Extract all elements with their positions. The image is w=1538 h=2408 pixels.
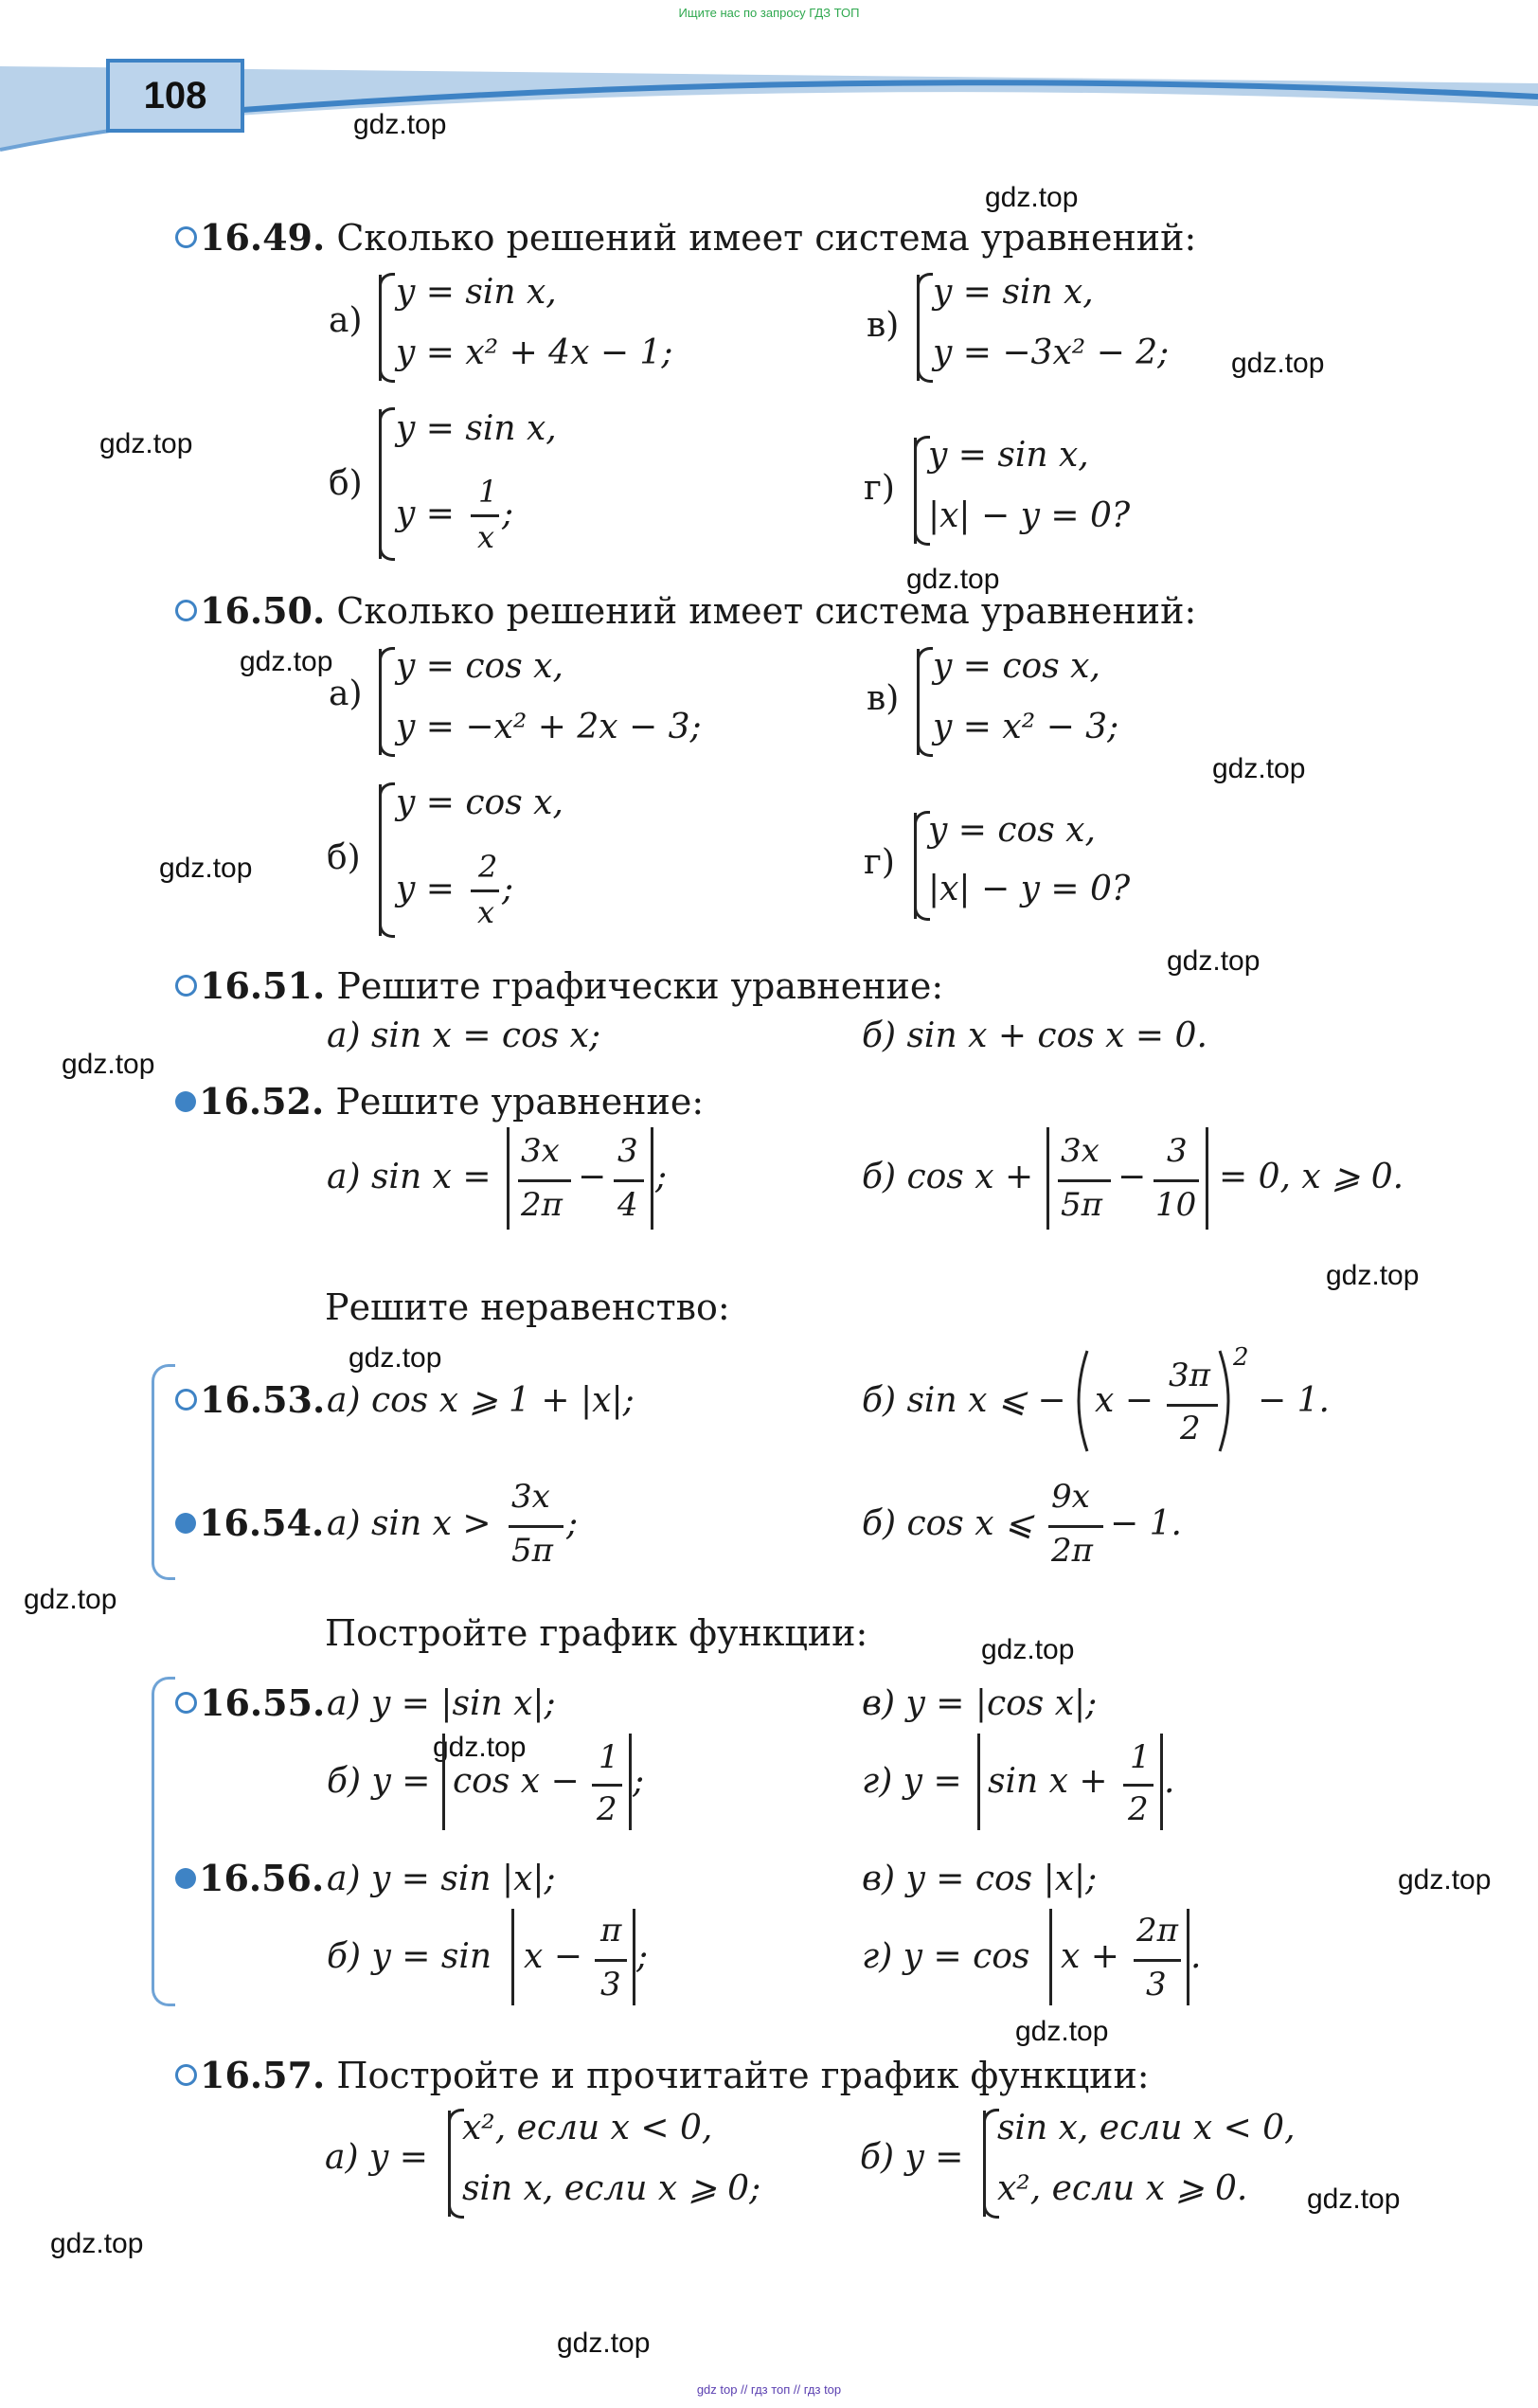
problem-title: Сколько решений имеет система уравнений: — [336, 590, 1197, 632]
fraction-denominator: 5π — [511, 1532, 553, 1570]
footer-note: gdz top // гдз топ // гдз top — [696, 2382, 842, 2397]
equation-line: y = x² − 3; — [933, 708, 1119, 746]
equation-line: y = cos x, — [396, 783, 563, 822]
filled-dot-marker-icon — [175, 1091, 196, 1112]
equation-line: y = cos x, — [933, 647, 1100, 686]
watermark-8: gdz.top — [159, 853, 253, 884]
watermark-15: gdz.top — [433, 1732, 527, 1763]
fraction-bar — [1134, 1959, 1181, 1962]
problem-16-56-a: а) y = sin |x|; — [327, 1860, 556, 1898]
punctuation: ; — [502, 494, 514, 533]
problem-16-56-number — [175, 1857, 324, 1899]
equation-part: x − — [524, 1937, 582, 1976]
problem-title: Постройте и прочитайте график функции: — [336, 2055, 1150, 2096]
problem-16-53-number — [175, 1378, 325, 1421]
abs-bar — [1160, 1734, 1163, 1830]
equation-line: y = sin x, — [933, 273, 1094, 312]
equation-line: y = cos x, — [396, 647, 563, 686]
fraction-bar — [509, 1525, 563, 1528]
watermark-19: gdz.top — [50, 2228, 144, 2259]
equation-line: |x| − y = 0? — [928, 496, 1131, 535]
watermark-7: gdz.top — [1212, 753, 1306, 784]
fraction-denominator: 5π — [1061, 1186, 1102, 1224]
fraction-bar — [592, 1784, 622, 1787]
brace-icon — [448, 2111, 451, 2217]
problem-number: 16.57. — [200, 2054, 326, 2096]
problem-number: 16.52. — [199, 1080, 325, 1123]
fraction-denominator: 2 — [1128, 1790, 1149, 1828]
equation-part: г) y = cos — [862, 1937, 1030, 1976]
fraction-numerator: 3 — [1167, 1132, 1188, 1170]
fraction-numerator: 3x — [511, 1478, 550, 1516]
fraction-bar — [471, 514, 499, 517]
brace-icon — [917, 649, 920, 755]
watermark-10: gdz.top — [62, 1049, 155, 1080]
punctuation: . — [1190, 1937, 1202, 1976]
problem-title: Сколько решений имеет система уравнений: — [336, 217, 1197, 259]
punctuation: ; — [655, 1158, 668, 1196]
punctuation: ; — [566, 1504, 579, 1543]
equation-part: x − — [1095, 1381, 1154, 1420]
abs-bar — [633, 1909, 635, 2005]
watermark-20: gdz.top — [557, 2327, 651, 2359]
abs-bar — [442, 1734, 445, 1830]
equation-part: а) sin x = — [327, 1158, 492, 1196]
fraction-numerator: 1 — [1130, 1738, 1151, 1776]
fraction-numerator: 3π — [1169, 1357, 1210, 1394]
equation-part: б) y = — [327, 1762, 431, 1801]
equation-part: а) sin x > — [327, 1504, 492, 1543]
fraction-bar — [1154, 1179, 1199, 1182]
problem-16-55-v: в) y = |cos x|; — [862, 1684, 1098, 1723]
equation-line: x², если x < 0, — [462, 2109, 713, 2147]
fraction-numerator: 3 — [617, 1132, 638, 1170]
problem-16-54-number — [175, 1501, 324, 1544]
fraction-denominator: 4 — [617, 1186, 638, 1224]
problem-16-49-heading — [175, 216, 1196, 259]
equation-part: y = — [396, 870, 455, 908]
equation-line: y = cos x, — [928, 811, 1096, 850]
equation-line: sin x, если x ⩾ 0; — [462, 2169, 761, 2208]
fraction-bar — [1123, 1784, 1154, 1787]
top-note: Ищите нас по запросу ГДЗ ТОП — [678, 6, 860, 20]
label-g: г) — [864, 469, 895, 508]
problem-16-51-heading — [175, 964, 943, 1007]
watermark-12: gdz.top — [349, 1342, 442, 1374]
watermark-16: gdz.top — [1398, 1864, 1492, 1896]
abs-bar — [1046, 1127, 1049, 1230]
watermark-18: gdz.top — [1307, 2183, 1401, 2215]
fraction-denominator: 10 — [1155, 1186, 1197, 1224]
watermark-11: gdz.top — [1326, 1260, 1420, 1291]
watermark-4: gdz.top — [99, 428, 193, 459]
circle-marker-icon — [175, 1389, 197, 1411]
problem-16-50-heading — [175, 589, 1196, 632]
equation-line: y = x² + 4x − 1; — [396, 333, 673, 372]
equation-part: г) y = — [862, 1762, 962, 1801]
fraction-bar — [1048, 1525, 1103, 1528]
fraction-denominator: 2π — [1051, 1532, 1093, 1570]
fraction-denominator: 2 — [597, 1790, 617, 1828]
abs-bar — [1049, 1909, 1052, 2005]
brace-icon — [379, 649, 382, 755]
fraction-numerator: 2 — [478, 849, 498, 885]
label-a: а) — [329, 301, 363, 340]
problem-16-51-a: а) sin x = cos x; — [327, 1016, 601, 1055]
fraction-numerator: 3x — [521, 1132, 560, 1170]
fraction-numerator: 9x — [1051, 1478, 1090, 1516]
problem-number: 16.51. — [200, 964, 326, 1007]
problem-16-52-heading — [175, 1080, 704, 1123]
equation-part: cos x − — [453, 1762, 580, 1801]
group-bracket — [152, 1364, 175, 1580]
punctuation: ; — [633, 1762, 645, 1801]
problem-number: 16.50. — [200, 589, 326, 632]
fraction-numerator: 3x — [1061, 1132, 1100, 1170]
section-heading: Решите неравенство: — [325, 1286, 730, 1328]
brace-icon — [914, 438, 917, 544]
equation-part: б) sin x ⩽ − — [862, 1381, 1066, 1420]
equation-line: y = sin x, — [928, 436, 1089, 475]
watermark-9: gdz.top — [1167, 945, 1261, 977]
equation-part: y = — [396, 494, 455, 533]
fraction-denominator: 3 — [1146, 1966, 1167, 2004]
problem-16-55-a: а) y = |sin x|; — [327, 1684, 556, 1723]
problem-number: 16.53. — [200, 1378, 326, 1421]
page-number: 108 — [106, 59, 244, 133]
equation-tail: − 1. — [1258, 1381, 1330, 1420]
equation-line: y = sin x, — [396, 409, 557, 448]
equation-line: y = −3x² − 2; — [933, 333, 1170, 372]
problem-number: 16.49. — [200, 216, 326, 259]
watermark-6: gdz.top — [240, 646, 333, 677]
label-a: а) — [329, 674, 363, 713]
group-bracket — [152, 1677, 175, 2006]
equation-part: б) y = sin — [327, 1937, 492, 1976]
fraction-bar — [471, 890, 499, 892]
problem-16-53-a: а) cos x ⩾ 1 + |x|; — [327, 1381, 635, 1420]
label-g: г) — [864, 843, 895, 882]
label-v: в) — [867, 306, 900, 345]
problem-number: 16.55. — [200, 1681, 326, 1724]
brace-icon — [379, 275, 382, 381]
fraction-bar — [518, 1179, 571, 1182]
fraction-numerator: 1 — [478, 474, 498, 510]
equation-part: x + — [1061, 1937, 1119, 1976]
minus-sign: − — [1118, 1158, 1147, 1196]
fraction-bar — [1167, 1404, 1218, 1407]
problem-16-55-number — [175, 1681, 325, 1724]
fraction-bar — [614, 1179, 644, 1182]
problem-title: Решите графически уравнение: — [336, 965, 944, 1007]
watermark-1: gdz.top — [353, 109, 447, 140]
watermark-14: gdz.top — [981, 1634, 1075, 1665]
filled-dot-marker-icon — [175, 1513, 196, 1534]
watermark-13: gdz.top — [24, 1584, 117, 1615]
brace-icon — [983, 2111, 986, 2217]
label-b: б) — [327, 838, 361, 877]
punctuation: . — [1164, 1762, 1175, 1801]
equation-part: б) y = — [860, 2138, 964, 2177]
abs-bar — [977, 1734, 980, 1830]
equation-part: sin x + — [988, 1762, 1108, 1801]
equation-line: y = −x² + 2x − 3; — [396, 708, 702, 746]
brace-icon — [914, 813, 917, 919]
equation-part: а) y = — [325, 2138, 428, 2177]
watermark-5: gdz.top — [906, 564, 1000, 595]
problem-number: 16.54. — [199, 1501, 325, 1544]
circle-marker-icon — [175, 2064, 197, 2086]
fraction-numerator: 1 — [599, 1738, 619, 1776]
exponent: 2 — [1233, 1343, 1249, 1372]
minus-sign: − — [578, 1158, 607, 1196]
equation-line: x², если x ⩾ 0. — [997, 2169, 1248, 2208]
fraction-denominator: 2 — [1180, 1410, 1201, 1447]
fraction-numerator: 2π — [1136, 1912, 1178, 1950]
problem-16-56-v: в) y = cos |x|; — [862, 1860, 1098, 1898]
equation-tail: − 1. — [1110, 1504, 1182, 1543]
watermark-17: gdz.top — [1015, 2016, 1109, 2047]
circle-marker-icon — [175, 226, 197, 248]
equation-line: sin x, если x < 0, — [997, 2109, 1296, 2147]
abs-bar — [651, 1127, 653, 1230]
abs-bar — [1187, 1909, 1189, 2005]
equation-part: б) cos x ⩽ — [862, 1504, 1034, 1543]
problem-16-51-b: б) sin x + cos x = 0. — [862, 1016, 1207, 1055]
abs-bar — [1206, 1127, 1208, 1230]
circle-marker-icon — [175, 600, 197, 621]
fraction-numerator: π — [600, 1912, 622, 1950]
fraction-bar — [1058, 1179, 1111, 1182]
fraction-denominator: 2π — [521, 1186, 563, 1224]
equation-line: |x| − y = 0? — [928, 870, 1131, 908]
fraction-bar — [595, 1959, 627, 1962]
paren-left-icon — [1068, 1349, 1091, 1453]
circle-marker-icon — [175, 975, 197, 997]
equation-part: б) cos x + — [862, 1158, 1034, 1196]
label-v: в) — [867, 679, 900, 718]
abs-bar — [629, 1734, 632, 1830]
equation-tail: = 0, x ⩾ 0. — [1219, 1158, 1404, 1196]
abs-bar — [507, 1127, 510, 1230]
brace-icon — [379, 784, 382, 936]
filled-dot-marker-icon — [175, 1868, 196, 1889]
punctuation: ; — [502, 870, 514, 908]
problem-16-57-heading — [175, 2054, 1150, 2096]
fraction-denominator: 3 — [600, 1966, 621, 2004]
equation-line: y = sin x, — [396, 273, 557, 312]
label-b: б) — [329, 464, 363, 503]
brace-icon — [379, 409, 382, 559]
watermark-2: gdz.top — [985, 182, 1079, 213]
problem-number: 16.56. — [199, 1857, 325, 1899]
problem-title: Решите уравнение: — [335, 1081, 705, 1123]
fraction-denominator: x — [477, 519, 495, 555]
abs-bar — [511, 1909, 514, 2005]
circle-marker-icon — [175, 1692, 197, 1714]
section-heading: Постройте график функции: — [325, 1612, 868, 1654]
brace-icon — [917, 275, 920, 381]
watermark-3: gdz.top — [1231, 348, 1325, 379]
punctuation: ; — [636, 1937, 649, 1976]
fraction-denominator: x — [477, 894, 495, 930]
